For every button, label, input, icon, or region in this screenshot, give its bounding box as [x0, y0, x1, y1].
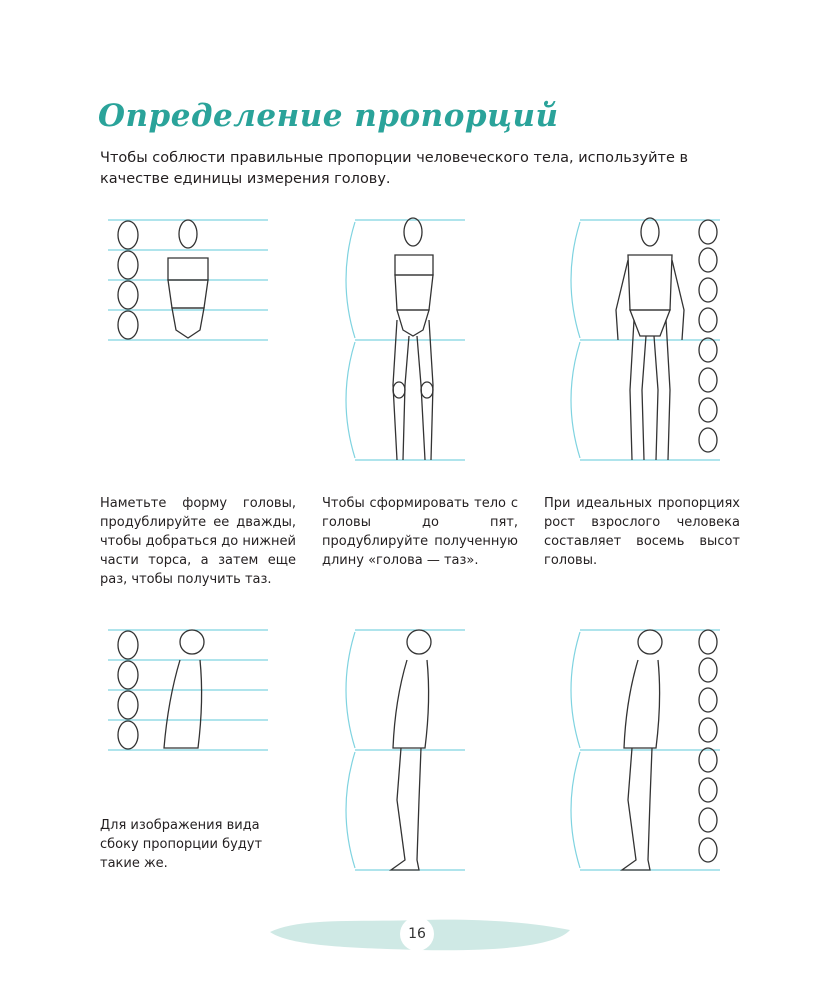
figure-torso-side — [108, 620, 278, 760]
figure-eight-heads — [560, 210, 740, 475]
figure-body-front — [335, 210, 475, 475]
caption-eight-heads: При идеальных пропорциях рост взрослого человека составляет восемь высот головы. — [544, 496, 740, 568]
figure-torso-front — [108, 210, 278, 350]
page-number: 16 — [400, 917, 434, 951]
caption-torso: Наметьте форму головы, продублируйте ее дважды, чтобы добраться до нижней части торса, а затем еще раз, чтобы получить таз. — [100, 496, 296, 587]
intro-text: Чтобы соблюсти правильные пропорции человеческого тела, используйте в качестве единицы измерения голову. — [100, 150, 689, 187]
caption-body: Чтобы сформировать тело с головы до пят, продублируйте полученную длину «голова — таз». — [322, 496, 518, 568]
page-title: Определение пропорций — [98, 98, 559, 134]
figure-side-eight-heads — [560, 620, 740, 885]
figure-body-side — [335, 620, 475, 885]
caption-side: Для изображения вида сбоку пропорции будут такие же. — [100, 818, 263, 871]
